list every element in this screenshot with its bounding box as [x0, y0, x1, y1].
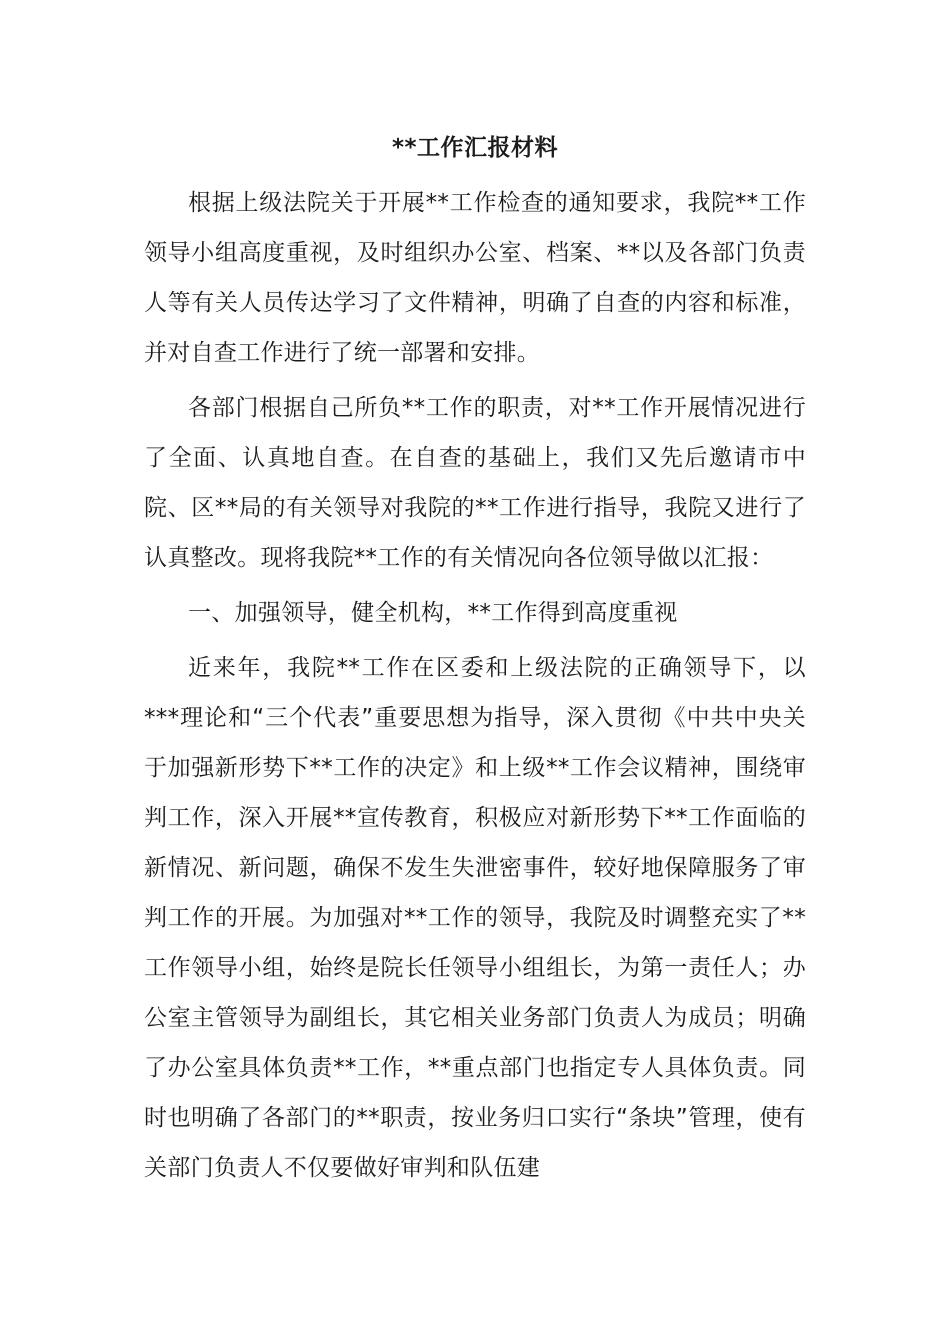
section-heading-1: 一、加强领导，健全机构，**工作得到高度重视 — [188, 600, 678, 626]
document-title: **工作汇报材料 — [391, 135, 559, 161]
paragraph-2: 各部门根据自己所负**工作的职责，对**工作开展情况进行了全面、认真地自查。在自查的基础上，我们又先后邀请市中院、区**局的有关领导对我院的**工作进行指导，我院又进行了认真整改。现将我院**工作的有关情况向各位领导做以汇报： — [144, 395, 806, 571]
paragraph-1: 根据上级法院关于开展**工作检查的通知要求，我院**工作领导小组高度重视，及时组织办公室、档案、**以及各部门负责人等有关人员传达学习了文件精神，明确了自查的内容和标准，并对自查工作进行了统一部署和安排。 — [144, 190, 806, 366]
paragraph-3: 近来年，我院**工作在区委和上级法院的正确领导下，以***理论和“三个代表”重要思想为指导，深入贯彻《中共中央关于加强新形势下**工作的决定》和上级**工作会议精神，围绕审判工作，深入开展**宣传教育，积极应对新形势下**工作面临的新情况、新问题，确保不发生失泄密事件，较好地保障服务了审判工作的开展。为加强对**工作的领导，我院及时调整充实了**工作领导小组，始终是院长任领导小组组长，为第一责任人；办公室主管领导为副组长，其它相关业务部门负责人为成员；明确了办公室具体负责**工作，**重点部门也指定专人具体负责。同时也明确了各部门的**职责，按业务归口实行“条块”管理，使有关部门负责人不仅要做好审判和队伍建 — [144, 655, 806, 1181]
